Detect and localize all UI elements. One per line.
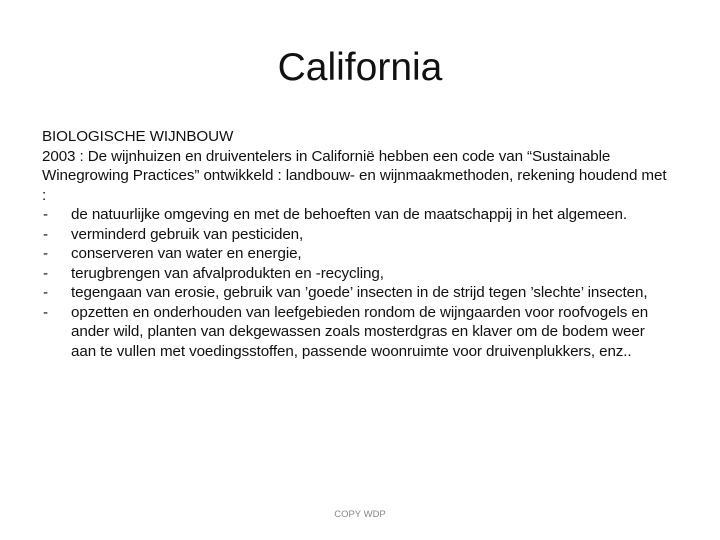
bullet-marker: - — [43, 245, 48, 262]
bullet-marker: - — [43, 206, 48, 223]
bullet-item — [42, 225, 672, 245]
bullet-text: tegengaan van erosie, gebruik van ’goede’ insecten in de strijd tegen ’slechte’ insecten, — [71, 284, 648, 301]
section-heading: BIOLOGISCHE WIJNBOUW — [42, 128, 234, 145]
bullet-marker: - — [43, 303, 48, 321]
slide-body — [42, 127, 672, 361]
bullet-text: conserveren van water en energie, — [71, 245, 302, 262]
bullet-item — [42, 205, 672, 225]
bullet-item — [42, 283, 672, 303]
bullet-text: verminderd gebruik van pesticiden, — [71, 225, 304, 243]
bullet-text: opzetten en onderhouden van leefgebieden rondom de wijngaarden voor roofvogels en ander wild, planten van dekgewassen zoals mosterdgras en klaver om de bodem weer aan te vullen met voedingsstoffen, passende woonruimte voor druivenplukkers, enz.. — [71, 303, 649, 360]
footer-copyright: COPY WDP — [334, 509, 386, 520]
bullet-item — [42, 244, 672, 264]
bullet-item — [42, 303, 672, 362]
intro-paragraph: 2003 : De wijnhuizen en druiventelers in Californië hebben een code van “Sustainable Winegrowing Practices” ontwikkeld : landbouw- en wijnmaakmethoden, rekening houdend met : — [42, 147, 667, 204]
bullet-list — [42, 205, 672, 361]
bullet-marker: - — [43, 284, 48, 301]
bullet-text: de natuurlijke omgeving en met de behoeften van de maatschappij in het algemeen. — [71, 206, 627, 223]
bullet-item — [42, 264, 672, 284]
bullet-text: terugbrengen van afvalprodukten en -recycling, — [71, 264, 384, 282]
slide-title: California — [277, 46, 443, 89]
bullet-marker: - — [43, 264, 48, 282]
bullet-marker: - — [43, 225, 48, 243]
